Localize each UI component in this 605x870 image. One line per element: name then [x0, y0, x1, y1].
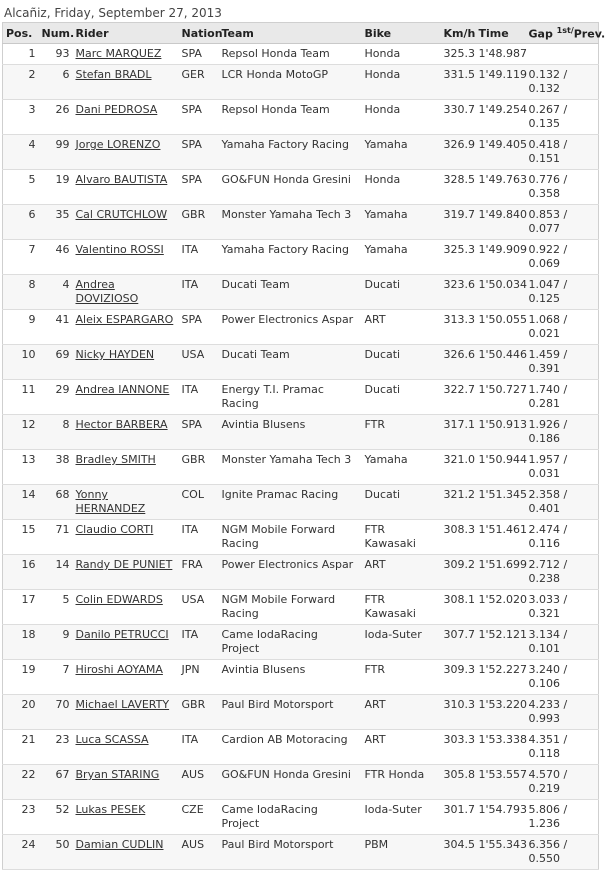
- cell-time: 1'53.557: [476, 765, 526, 800]
- cell-time: 1'49.405: [476, 135, 526, 170]
- table-row: [3, 625, 599, 660]
- cell-kmh: 321.0: [441, 450, 476, 485]
- cell-nation: GBR: [179, 205, 219, 240]
- cell-nation: GBR: [179, 695, 219, 730]
- cell-gap: 6.356 / 0.550: [526, 835, 599, 870]
- cell-time: 1'50.727: [476, 380, 526, 415]
- cell-time: 1'49.840: [476, 205, 526, 240]
- cell-team: Repsol Honda Team: [219, 44, 362, 65]
- cell-time: 1'50.944: [476, 450, 526, 485]
- cell-time: 1'53.220: [476, 695, 526, 730]
- cell-time: 1'52.121: [476, 625, 526, 660]
- cell-time: 1'55.343: [476, 835, 526, 870]
- cell-kmh: 301.7: [441, 800, 476, 835]
- cell-team: Ducati Team: [219, 275, 362, 310]
- cell-rider: [73, 415, 179, 450]
- session-caption: Alcañiz, Friday, September 27, 2013: [4, 6, 222, 20]
- cell-nation: ITA: [179, 275, 219, 310]
- cell-time: 1'49.254: [476, 100, 526, 135]
- cell-team: Came IodaRacing Project: [219, 625, 362, 660]
- col-header-bike: Bike: [362, 23, 441, 44]
- cell-team: Cardion AB Motoracing: [219, 730, 362, 765]
- cell-time: 1'49.119: [476, 65, 526, 100]
- rider-link[interactable]: Lukas PESEK: [75, 803, 146, 816]
- table-row: [3, 835, 599, 870]
- col-header-nation: Nation: [179, 23, 219, 44]
- rider-link[interactable]: Danilo PETRUCCI: [75, 628, 169, 641]
- col-header-time: Time: [476, 23, 526, 44]
- cell-bike: FTR Honda: [362, 765, 441, 800]
- cell-gap: 4.570 / 0.219: [526, 765, 599, 800]
- cell-rider: [73, 345, 179, 380]
- cell-pos: 8: [3, 275, 39, 310]
- cell-nation: GBR: [179, 450, 219, 485]
- table-row: [3, 485, 599, 520]
- cell-pos: 19: [3, 660, 39, 695]
- rider-link[interactable]: Bradley SMITH: [75, 453, 156, 466]
- cell-gap: 3.033 / 0.321: [526, 590, 599, 625]
- table-row: [3, 310, 599, 345]
- cell-bike: FTR Kawasaki: [362, 520, 441, 555]
- cell-kmh: 326.9: [441, 135, 476, 170]
- cell-team: NGM Mobile Forward Racing: [219, 520, 362, 555]
- cell-bike: FTR: [362, 660, 441, 695]
- table-row: [3, 800, 599, 835]
- cell-kmh: 331.5: [441, 65, 476, 100]
- table-row: [3, 205, 599, 240]
- cell-num: 50: [39, 835, 73, 870]
- cell-rider: [73, 800, 179, 835]
- cell-team: Power Electronics Aspar: [219, 555, 362, 590]
- cell-team: GO&FUN Honda Gresini: [219, 170, 362, 205]
- cell-nation: JPN: [179, 660, 219, 695]
- cell-bike: Honda: [362, 100, 441, 135]
- cell-num: 5: [39, 590, 73, 625]
- cell-num: 26: [39, 100, 73, 135]
- rider-link[interactable]: Aleix ESPARGARO: [75, 313, 174, 326]
- cell-time: 1'53.338: [476, 730, 526, 765]
- cell-bike: Honda: [362, 65, 441, 100]
- cell-team: GO&FUN Honda Gresini: [219, 765, 362, 800]
- cell-pos: 1: [3, 44, 39, 65]
- cell-kmh: 326.6: [441, 345, 476, 380]
- table-row: [3, 695, 599, 730]
- cell-kmh: 325.3: [441, 44, 476, 65]
- cell-pos: 23: [3, 800, 39, 835]
- cell-team: Paul Bird Motorsport: [219, 695, 362, 730]
- cell-time: 1'50.446: [476, 345, 526, 380]
- gap-header-sup: 1st/: [556, 25, 574, 35]
- cell-pos: 5: [3, 170, 39, 205]
- cell-nation: SPA: [179, 100, 219, 135]
- cell-nation: SPA: [179, 310, 219, 345]
- cell-rider: [73, 310, 179, 345]
- col-header-kmh: Km/h: [441, 23, 476, 44]
- cell-nation: USA: [179, 590, 219, 625]
- table-row: [3, 660, 599, 695]
- cell-kmh: 313.3: [441, 310, 476, 345]
- cell-num: 38: [39, 450, 73, 485]
- cell-pos: 14: [3, 485, 39, 520]
- table-row: [3, 415, 599, 450]
- cell-nation: ITA: [179, 240, 219, 275]
- cell-nation: AUS: [179, 765, 219, 800]
- cell-gap: 3.240 / 0.106: [526, 660, 599, 695]
- cell-gap: 0.853 / 0.077: [526, 205, 599, 240]
- cell-team: Avintia Blusens: [219, 660, 362, 695]
- cell-num: 52: [39, 800, 73, 835]
- cell-pos: 18: [3, 625, 39, 660]
- rider-link[interactable]: Valentino ROSSI: [75, 243, 164, 256]
- cell-rider: [73, 275, 179, 310]
- cell-rider: [73, 625, 179, 660]
- cell-team: Yamaha Factory Racing: [219, 240, 362, 275]
- cell-gap: 1.068 / 0.021: [526, 310, 599, 345]
- cell-bike: Ducati: [362, 345, 441, 380]
- cell-rider: [73, 100, 179, 135]
- results-body: [3, 44, 599, 870]
- cell-num: 19: [39, 170, 73, 205]
- table-row: [3, 345, 599, 380]
- cell-rider: [73, 730, 179, 765]
- cell-rider: [73, 765, 179, 800]
- cell-num: 93: [39, 44, 73, 65]
- cell-bike: Yamaha: [362, 135, 441, 170]
- cell-team: NGM Mobile Forward Racing: [219, 590, 362, 625]
- cell-num: 4: [39, 275, 73, 310]
- cell-kmh: 322.7: [441, 380, 476, 415]
- cell-gap: 0.922 / 0.069: [526, 240, 599, 275]
- cell-gap: 0.418 / 0.151: [526, 135, 599, 170]
- cell-nation: ITA: [179, 625, 219, 660]
- cell-time: 1'54.793: [476, 800, 526, 835]
- table-header-row: [3, 23, 599, 44]
- rider-link[interactable]: Andrea DOVIZIOSO: [75, 278, 139, 305]
- rider-link[interactable]: Cal CRUTCHLOW: [75, 208, 168, 221]
- cell-num: 70: [39, 695, 73, 730]
- rider-link[interactable]: Hector BARBERA: [75, 418, 168, 431]
- cell-num: 46: [39, 240, 73, 275]
- cell-num: 29: [39, 380, 73, 415]
- cell-kmh: 308.3: [441, 520, 476, 555]
- table-row: [3, 170, 599, 205]
- cell-gap: 1.459 / 0.391: [526, 345, 599, 380]
- cell-nation: FRA: [179, 555, 219, 590]
- gap-header-label: Gap: [528, 27, 553, 41]
- cell-pos: 16: [3, 555, 39, 590]
- cell-bike: FTR Kawasaki: [362, 590, 441, 625]
- cell-gap: 0.132 / 0.132: [526, 65, 599, 100]
- cell-pos: 17: [3, 590, 39, 625]
- cell-team: LCR Honda MotoGP: [219, 65, 362, 100]
- table-row: [3, 240, 599, 275]
- cell-pos: 24: [3, 835, 39, 870]
- cell-num: 7: [39, 660, 73, 695]
- cell-rider: [73, 170, 179, 205]
- table-row: [3, 520, 599, 555]
- cell-kmh: 310.3: [441, 695, 476, 730]
- cell-rider: [73, 205, 179, 240]
- rider-link[interactable]: Marc MARQUEZ: [75, 47, 162, 60]
- cell-rider: [73, 380, 179, 415]
- gap-header-prev: Prev.: [573, 27, 605, 41]
- table-row: [3, 765, 599, 800]
- cell-rider: [73, 555, 179, 590]
- cell-team: Power Electronics Aspar: [219, 310, 362, 345]
- cell-bike: Yamaha: [362, 450, 441, 485]
- cell-kmh: 309.3: [441, 660, 476, 695]
- cell-time: 1'50.034: [476, 275, 526, 310]
- cell-kmh: 323.6: [441, 275, 476, 310]
- cell-kmh: 303.3: [441, 730, 476, 765]
- col-header-gap: [526, 23, 605, 44]
- cell-num: 68: [39, 485, 73, 520]
- cell-nation: USA: [179, 345, 219, 380]
- cell-gap: 5.806 / 1.236: [526, 800, 599, 835]
- table-row: [3, 730, 599, 765]
- cell-nation: ITA: [179, 730, 219, 765]
- table-row: [3, 450, 599, 485]
- cell-kmh: 319.7: [441, 205, 476, 240]
- cell-kmh: 325.3: [441, 240, 476, 275]
- cell-pos: 3: [3, 100, 39, 135]
- cell-nation: SPA: [179, 44, 219, 65]
- cell-gap: 4.351 / 0.118: [526, 730, 599, 765]
- col-header-rider: Rider: [73, 23, 179, 44]
- cell-team: Came IodaRacing Project: [219, 800, 362, 835]
- cell-gap: 2.474 / 0.116: [526, 520, 599, 555]
- cell-bike: Ducati: [362, 380, 441, 415]
- cell-bike: ART: [362, 555, 441, 590]
- cell-gap: 2.358 / 0.401: [526, 485, 599, 520]
- cell-gap: 2.712 / 0.238: [526, 555, 599, 590]
- cell-bike: Ducati: [362, 485, 441, 520]
- cell-time: 1'51.699: [476, 555, 526, 590]
- cell-bike: Honda: [362, 44, 441, 65]
- cell-num: 99: [39, 135, 73, 170]
- rider-link[interactable]: Jorge LORENZO: [75, 138, 161, 151]
- results-table: [2, 22, 605, 870]
- cell-num: 9: [39, 625, 73, 660]
- cell-gap: 0.267 / 0.135: [526, 100, 599, 135]
- cell-num: 23: [39, 730, 73, 765]
- cell-pos: 9: [3, 310, 39, 345]
- cell-nation: AUS: [179, 835, 219, 870]
- cell-time: 1'48.987: [476, 44, 526, 65]
- cell-num: 35: [39, 205, 73, 240]
- cell-time: 1'50.055: [476, 310, 526, 345]
- cell-team: Monster Yamaha Tech 3: [219, 450, 362, 485]
- cell-kmh: 305.8: [441, 765, 476, 800]
- cell-nation: GER: [179, 65, 219, 100]
- cell-num: 71: [39, 520, 73, 555]
- rider-link[interactable]: Luca SCASSA: [75, 733, 149, 746]
- cell-rider: [73, 485, 179, 520]
- cell-gap: 3.134 / 0.101: [526, 625, 599, 660]
- rider-link[interactable]: Claudio CORTI: [75, 523, 154, 536]
- rider-link[interactable]: Bryan STARING: [75, 768, 160, 781]
- cell-num: 14: [39, 555, 73, 590]
- rider-link[interactable]: Damian CUDLIN: [75, 838, 164, 851]
- cell-gap: [526, 44, 599, 65]
- cell-bike: ART: [362, 730, 441, 765]
- cell-gap: 0.776 / 0.358: [526, 170, 599, 205]
- cell-num: 67: [39, 765, 73, 800]
- cell-gap: 4.233 / 0.993: [526, 695, 599, 730]
- cell-gap: 1.047 / 0.125: [526, 275, 599, 310]
- rider-link[interactable]: Randy DE PUNIET: [75, 558, 173, 571]
- cell-pos: 22: [3, 765, 39, 800]
- cell-rider: [73, 835, 179, 870]
- table-row: [3, 44, 599, 65]
- cell-team: Energy T.I. Pramac Racing: [219, 380, 362, 415]
- col-header-pos: Pos.: [3, 23, 39, 44]
- cell-team: Monster Yamaha Tech 3: [219, 205, 362, 240]
- col-header-team: Team: [219, 23, 362, 44]
- cell-num: 8: [39, 415, 73, 450]
- rider-link[interactable]: Nicky HAYDEN: [75, 348, 155, 361]
- cell-bike: ART: [362, 310, 441, 345]
- table-row: [3, 135, 599, 170]
- cell-bike: Honda: [362, 170, 441, 205]
- cell-team: Yamaha Factory Racing: [219, 135, 362, 170]
- cell-rider: [73, 240, 179, 275]
- cell-pos: 7: [3, 240, 39, 275]
- cell-kmh: 304.5: [441, 835, 476, 870]
- cell-kmh: 317.1: [441, 415, 476, 450]
- cell-rider: [73, 450, 179, 485]
- cell-nation: SPA: [179, 135, 219, 170]
- cell-bike: Ioda-Suter: [362, 800, 441, 835]
- cell-rider: [73, 695, 179, 730]
- cell-kmh: 307.7: [441, 625, 476, 660]
- cell-rider: [73, 520, 179, 555]
- table-row: [3, 275, 599, 310]
- cell-kmh: 330.7: [441, 100, 476, 135]
- cell-time: 1'51.345: [476, 485, 526, 520]
- table-row: [3, 100, 599, 135]
- cell-pos: 21: [3, 730, 39, 765]
- cell-team: Repsol Honda Team: [219, 100, 362, 135]
- cell-team: Ignite Pramac Racing: [219, 485, 362, 520]
- rider-link[interactable]: Yonny HERNANDEZ: [75, 488, 146, 515]
- cell-nation: ITA: [179, 380, 219, 415]
- cell-bike: PBM: [362, 835, 441, 870]
- rider-link[interactable]: Alvaro BAUTISTA: [75, 173, 168, 186]
- table-row: [3, 65, 599, 100]
- cell-team: Avintia Blusens: [219, 415, 362, 450]
- cell-bike: Yamaha: [362, 240, 441, 275]
- cell-gap: 1.957 / 0.031: [526, 450, 599, 485]
- table-row: [3, 590, 599, 625]
- rider-link[interactable]: Michael LAVERTY: [75, 698, 170, 711]
- cell-kmh: 328.5: [441, 170, 476, 205]
- cell-bike: Ioda-Suter: [362, 625, 441, 660]
- cell-pos: 20: [3, 695, 39, 730]
- cell-kmh: 321.2: [441, 485, 476, 520]
- cell-time: 1'51.461: [476, 520, 526, 555]
- cell-nation: COL: [179, 485, 219, 520]
- cell-pos: 15: [3, 520, 39, 555]
- cell-bike: Ducati: [362, 275, 441, 310]
- cell-num: 41: [39, 310, 73, 345]
- rider-link[interactable]: Stefan BRADL: [75, 68, 152, 81]
- cell-nation: ITA: [179, 520, 219, 555]
- cell-rider: [73, 590, 179, 625]
- cell-nation: SPA: [179, 170, 219, 205]
- cell-time: 1'52.020: [476, 590, 526, 625]
- rider-link[interactable]: Dani PEDROSA: [75, 103, 158, 116]
- cell-kmh: 308.1: [441, 590, 476, 625]
- cell-time: 1'52.227: [476, 660, 526, 695]
- table-row: [3, 380, 599, 415]
- cell-nation: CZE: [179, 800, 219, 835]
- cell-rider: [73, 44, 179, 65]
- rider-link[interactable]: Hiroshi AOYAMA: [75, 663, 163, 676]
- cell-rider: [73, 135, 179, 170]
- cell-nation: SPA: [179, 415, 219, 450]
- cell-gap: 1.740 / 0.281: [526, 380, 599, 415]
- cell-pos: 12: [3, 415, 39, 450]
- cell-num: 6: [39, 65, 73, 100]
- cell-num: 69: [39, 345, 73, 380]
- table-row: [3, 555, 599, 590]
- cell-time: 1'49.909: [476, 240, 526, 275]
- cell-time: 1'49.763: [476, 170, 526, 205]
- cell-pos: 4: [3, 135, 39, 170]
- cell-pos: 13: [3, 450, 39, 485]
- cell-pos: 6: [3, 205, 39, 240]
- cell-bike: Yamaha: [362, 205, 441, 240]
- col-header-num: Num.: [39, 23, 73, 44]
- cell-rider: [73, 660, 179, 695]
- cell-team: Paul Bird Motorsport: [219, 835, 362, 870]
- cell-time: 1'50.913: [476, 415, 526, 450]
- cell-team: Ducati Team: [219, 345, 362, 380]
- cell-bike: FTR: [362, 415, 441, 450]
- cell-bike: ART: [362, 695, 441, 730]
- cell-gap: 1.926 / 0.186: [526, 415, 599, 450]
- cell-pos: 11: [3, 380, 39, 415]
- cell-pos: 10: [3, 345, 39, 380]
- rider-link[interactable]: Colin EDWARDS: [75, 593, 163, 606]
- rider-link[interactable]: Andrea IANNONE: [75, 383, 170, 396]
- cell-rider: [73, 65, 179, 100]
- cell-pos: 2: [3, 65, 39, 100]
- cell-kmh: 309.2: [441, 555, 476, 590]
